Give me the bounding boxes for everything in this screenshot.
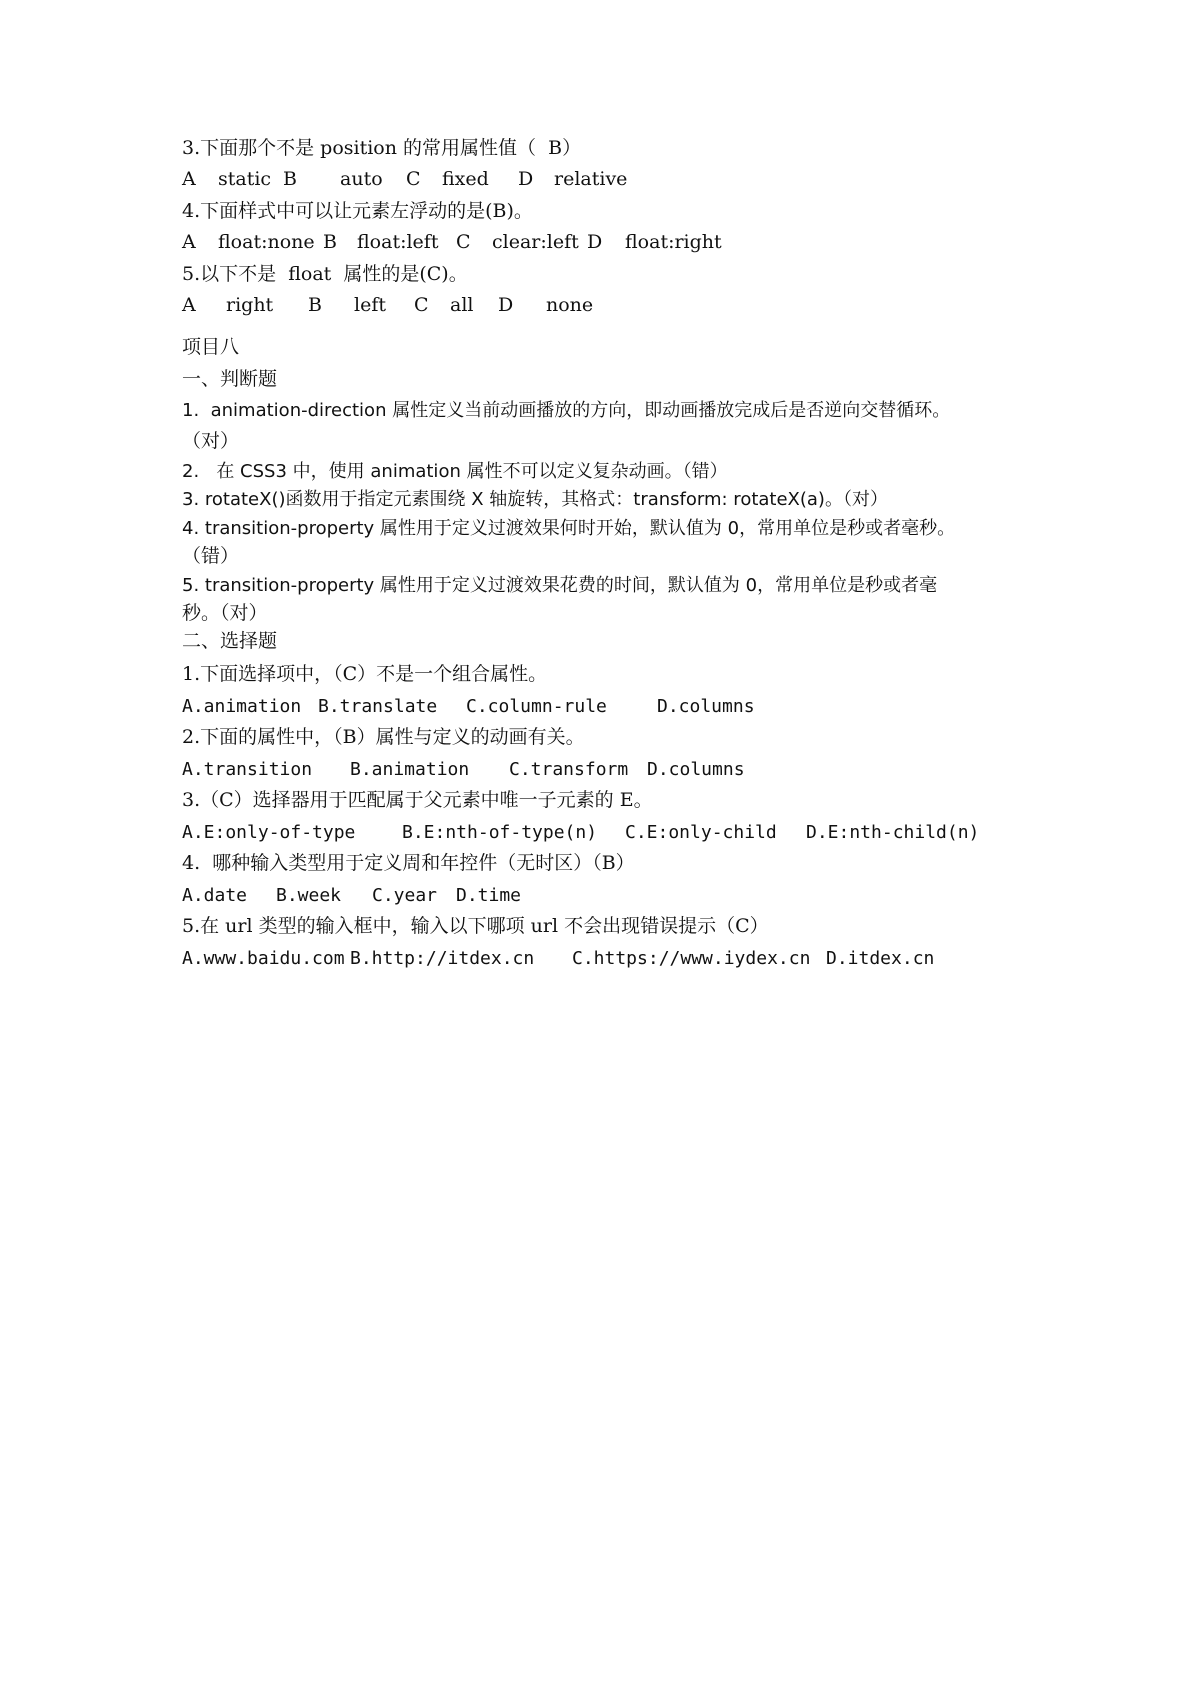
option-text: A.transition: [182, 759, 313, 780]
option-text: A.www.baidu.com: [182, 948, 345, 969]
question-5: 5.以下不是 float 属性的是(C)。: [182, 263, 468, 285]
project-title: 项目八: [182, 336, 240, 358]
choice-question-1: 1.下面选择项中，（C）不是一个组合属性。: [182, 663, 548, 685]
question-4: 4.下面样式中可以让元素左浮动的是(B)。: [182, 200, 533, 222]
judgment-item-1-cont: （对）: [182, 430, 240, 452]
option-text: C.year: [372, 885, 438, 906]
option-text: B.animation: [350, 759, 470, 780]
option-label: A: [182, 294, 196, 316]
judgment-item-1: 1. animation-direction 属性定义当前动画播放的方向，即动画播放完成后是否逆向交替循环。: [182, 400, 951, 421]
option-text: static: [218, 168, 272, 190]
judgment-item-4: 4. transition-property 属性用于定义过渡效果何时开始，默认值为 0，常用单位是秒或者毫秒。: [182, 518, 956, 539]
option-label: D: [498, 294, 514, 316]
option-text: all: [450, 294, 474, 316]
question-4-options: [182, 233, 1082, 255]
option-text: B.http://itdex.cn: [350, 948, 535, 969]
judgment-item-3: 3. rotateX()函数用于指定元素围绕 X 轴旋转，其格式：transform: rotateX(a)。（对）: [182, 489, 888, 510]
option-label: B: [308, 294, 322, 316]
option-text: D.E:nth-child(n): [806, 822, 980, 843]
question-3: 3.下面那个不是 position 的常用属性值（ B）: [182, 137, 582, 159]
judgment-item-5: 5. transition-property 属性用于定义过渡效果花费的时间，默认值为 0，常用单位是秒或者毫: [182, 575, 938, 596]
option-label: C: [406, 168, 421, 190]
choice-question-1-options: [182, 698, 1082, 720]
option-text: D.columns: [647, 759, 745, 780]
option-text: none: [546, 294, 594, 316]
option-text: C.E:only-child: [625, 822, 777, 843]
option-text: relative: [554, 168, 628, 190]
option-text: float:none: [218, 231, 315, 253]
option-text: A.animation: [182, 696, 302, 717]
option-label: D: [518, 168, 534, 190]
judgment-item-4-cont: （错）: [182, 545, 240, 567]
option-label: D: [587, 231, 603, 253]
option-label: C: [456, 231, 471, 253]
option-text: D.time: [456, 885, 522, 906]
option-text: C.https://www.iydex.cn: [572, 948, 811, 969]
option-text: float:left: [357, 231, 439, 253]
option-text: B.week: [276, 885, 342, 906]
question-3-options: [182, 170, 1082, 192]
option-text: left: [354, 294, 386, 316]
choice-question-5-options: [182, 950, 1082, 972]
section-heading-judgment: 一、判断题: [182, 368, 278, 390]
option-text: B.translate: [318, 696, 438, 717]
judgment-item-2: 2. 在 CSS3 中，使用 animation 属性不可以定义复杂动画。（错）: [182, 461, 728, 482]
option-text: D.itdex.cn: [826, 948, 935, 969]
option-label: A: [182, 231, 196, 253]
option-text: fixed: [442, 168, 489, 190]
option-label: A: [182, 168, 196, 190]
choice-question-5: 5.在 url 类型的输入框中，输入以下哪项 url 不会出现错误提示（C）: [182, 915, 769, 937]
choice-question-2: 2.下面的属性中，（B）属性与定义的动画有关。: [182, 726, 585, 748]
option-text: A.date: [182, 885, 248, 906]
choice-question-4: 4. 哪种输入类型用于定义周和年控件（无时区）（B）: [182, 852, 635, 874]
choice-question-3-options: [182, 824, 1082, 846]
option-text: A.E:only-of-type: [182, 822, 356, 843]
option-text: C.transform: [509, 759, 629, 780]
option-text: float:right: [625, 231, 722, 253]
judgment-item-5-cont: 秒。（对）: [182, 602, 268, 624]
option-label: B: [283, 168, 297, 190]
option-text: right: [226, 294, 274, 316]
option-text: D.columns: [657, 696, 755, 717]
option-label: C: [414, 294, 429, 316]
option-text: B.E:nth-of-type(n): [402, 822, 598, 843]
section-heading-choice: 二、选择题: [182, 630, 278, 652]
choice-question-4-options: [182, 887, 1082, 909]
choice-question-3: 3.（C）选择器用于匹配属于父元素中唯一子元素的 E。: [182, 789, 653, 811]
option-text: auto: [340, 168, 383, 190]
option-text: clear:left: [492, 231, 579, 253]
question-5-options: [182, 296, 1082, 318]
option-label: B: [323, 231, 337, 253]
option-text: C.column-rule: [466, 696, 607, 717]
choice-question-2-options: [182, 761, 1082, 783]
